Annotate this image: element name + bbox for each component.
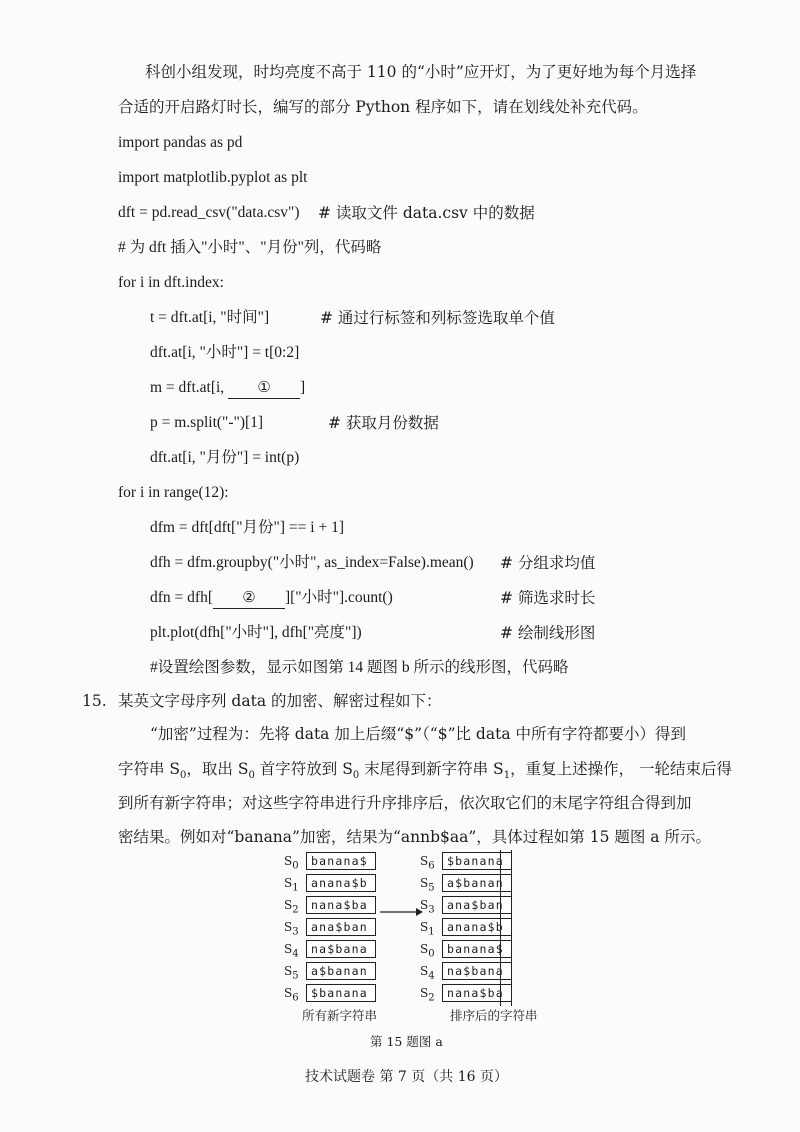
right-string-cell: ana$ban (442, 896, 512, 914)
code-comment-split: # 获取月份数据 (328, 414, 439, 432)
code-line-blank-2-prefix: dfn = dfh[ (150, 589, 213, 606)
answer-blank-2[interactable]: ② (213, 588, 285, 609)
left-row-label (284, 897, 299, 916)
q15-text-seg-a: 字符串 S (118, 760, 181, 778)
left-row-label-letter: S (284, 964, 293, 978)
right-row-label-sub: 6 (428, 860, 435, 872)
right-row-label-letter: S (420, 986, 429, 1000)
left-row-label-sub: 0 (292, 860, 299, 872)
code-line-import-pandas: import pandas as pd (118, 134, 243, 151)
right-row-label (420, 941, 435, 960)
arrow-icon (380, 905, 424, 919)
code-line-blank-1 (150, 378, 305, 399)
right-row-label-letter: S (420, 942, 429, 956)
left-row-label-letter: S (284, 986, 293, 1000)
right-row-label-sub: 1 (428, 926, 435, 938)
code-line-blank-2-suffix: ]["小时"].count() (284, 589, 393, 606)
right-row-label-sub: 5 (428, 882, 435, 894)
left-row-label-sub: 1 (292, 882, 299, 894)
right-row-label-letter: S (420, 898, 429, 912)
right-string-cell: banana$ (442, 940, 512, 958)
left-row-label (284, 963, 299, 982)
code-line-hour: dft.at[i, "小时"] = t[0:2] (150, 344, 300, 361)
left-row-label (284, 853, 299, 872)
right-row-label-letter: S (420, 920, 429, 934)
code-line-groupby: dfh = dfm.groupby("小时", as_index=False).mean() (150, 554, 474, 571)
code-comment-groupby: # 分组求均值 (500, 554, 596, 572)
left-string-cell: nana$ba (306, 896, 376, 914)
q15-text-seg-c: 首字符放到 S (254, 760, 353, 778)
code-line-read-csv: dft = pd.read_csv("data.csv") (118, 204, 300, 221)
intro-line-1: 科创小组发现，时均亮度不高于 110 的“小时”应开灯，为了更好地为每个月选择 (145, 63, 697, 81)
q15-sub-b: 0 (248, 770, 255, 782)
right-string-cell: anana$b (442, 918, 512, 936)
left-row-label-sub: 2 (292, 904, 299, 916)
right-row-label-letter: S (420, 854, 429, 868)
question-15-para-4: 密结果。例如对“banana”加密，结果为“annb$aa”，具体过程如第 15 题图 a 所示。 (118, 828, 711, 846)
code-line-month: dft.at[i, "月份"] = int(p) (150, 449, 300, 466)
right-row-label-sub: 2 (428, 992, 435, 1004)
last-character-column (500, 850, 512, 1006)
left-string-cell: anana$b (306, 874, 376, 892)
q15-text-seg-d: 末尾得到新字符串 S (359, 760, 504, 778)
question-15-para-3: 到所有新字符串；对这些字符串进行升序排序后，依次取它们的末尾字符组合得到加 (118, 794, 692, 812)
left-row-label (284, 941, 299, 960)
q15-sub-a: 0 (180, 770, 187, 782)
question-15-title: 某英文字母序列 data 的加密、解密过程如下： (118, 692, 442, 710)
right-row-label (420, 853, 435, 872)
left-row-label-letter: S (284, 898, 293, 912)
code-line-split: p = m.split("-")[1] (150, 414, 264, 431)
question-15-para-1: “加密”过程为：先将 data 加上后缀“$”（“$”比 data 中所有字符都要小）得到 (150, 725, 686, 743)
figure-left-caption: 所有新字符串 (302, 1008, 378, 1023)
figure-caption: 第 15 题图 a (370, 1034, 443, 1049)
page-footer: 技术试题卷 第 7 页（共 16 页） (305, 1069, 508, 1085)
right-string-cell: $banana (442, 852, 512, 870)
code-line-blank-1-prefix: m = dft.at[i, (150, 379, 225, 396)
code-comment-filter: # 筛选求时长 (500, 589, 596, 607)
left-row-label-letter: S (284, 942, 293, 956)
right-row-label (420, 919, 435, 938)
left-string-cell: $banana (306, 984, 376, 1002)
code-line-plot: plt.plot(dfh["小时"], dfh["亮度"]) (150, 624, 362, 641)
right-row-label-sub: 3 (428, 904, 435, 916)
code-line-blank-1-suffix: ] (300, 379, 306, 396)
left-string-cell: na$bana (306, 940, 376, 958)
question-15-para-2 (118, 759, 732, 782)
left-row-label-sub: 4 (292, 948, 299, 960)
right-row-label-letter: S (420, 876, 429, 890)
left-row-label-sub: 6 (292, 992, 299, 1004)
q15-sub-c: 0 (352, 770, 360, 782)
right-row-label-sub: 4 (428, 970, 435, 982)
code-comment-read-csv: # 读取文件 data.csv 中的数据 (318, 204, 535, 222)
code-line-blank-2 (150, 588, 393, 609)
right-row-label (420, 963, 435, 982)
right-row-label (420, 875, 435, 894)
right-row-label-sub: 0 (428, 948, 435, 960)
left-row-label-letter: S (284, 854, 293, 868)
left-row-label-sub: 3 (292, 926, 299, 938)
left-string-cell: ana$ban (306, 918, 376, 936)
right-row-label (420, 985, 435, 1004)
q15-sub-d: 1 (503, 770, 511, 782)
code-comment-time: # 通过行标签和列标签选取单个值 (320, 309, 555, 327)
q15-text-seg-e: ，重复上述操作， 一轮结束后得 (510, 760, 732, 778)
right-row-label-letter: S (420, 964, 429, 978)
q15-text-seg-b: ，取出 S (186, 760, 249, 778)
code-line-import-matplotlib: import matplotlib.pyplot as plt (118, 169, 308, 186)
left-row-label-sub: 5 (292, 970, 299, 982)
left-row-label-letter: S (284, 920, 293, 934)
code-line-plot-params: #设置绘图参数，显示如图第 14 题图 b 所示的线形图，代码略 (150, 659, 569, 676)
code-comment-plot: # 绘制线形图 (500, 624, 596, 642)
left-row-label (284, 875, 299, 894)
right-string-cell: na$bana (442, 962, 512, 980)
left-string-cell: banana$ (306, 852, 376, 870)
left-string-cell: a$banan (306, 962, 376, 980)
intro-line-2: 合适的开启路灯时长，编写的部分 Python 程序如下，请在划线处补充代码。 (118, 98, 648, 116)
code-line-dfm: dfm = dft[dft["月份"] == i + 1] (150, 519, 344, 536)
code-line-time: t = dft.at[i, "时间"] (150, 309, 270, 326)
code-line-for-index: for i in dft.index: (118, 274, 224, 291)
right-string-cell: a$banan (442, 874, 512, 892)
answer-blank-1[interactable]: ① (228, 378, 300, 399)
left-row-label (284, 985, 299, 1004)
question-15-number: 15. (82, 692, 107, 710)
code-line-insert-columns: # 为 dft 插入"小时"、"月份"列，代码略 (118, 239, 382, 256)
code-line-for-range: for i in range(12): (118, 484, 229, 501)
left-row-label (284, 919, 299, 938)
left-row-label-letter: S (284, 876, 293, 890)
figure-right-caption: 排序后的字符串 (450, 1008, 538, 1023)
right-string-cell: nana$ba (442, 984, 512, 1002)
